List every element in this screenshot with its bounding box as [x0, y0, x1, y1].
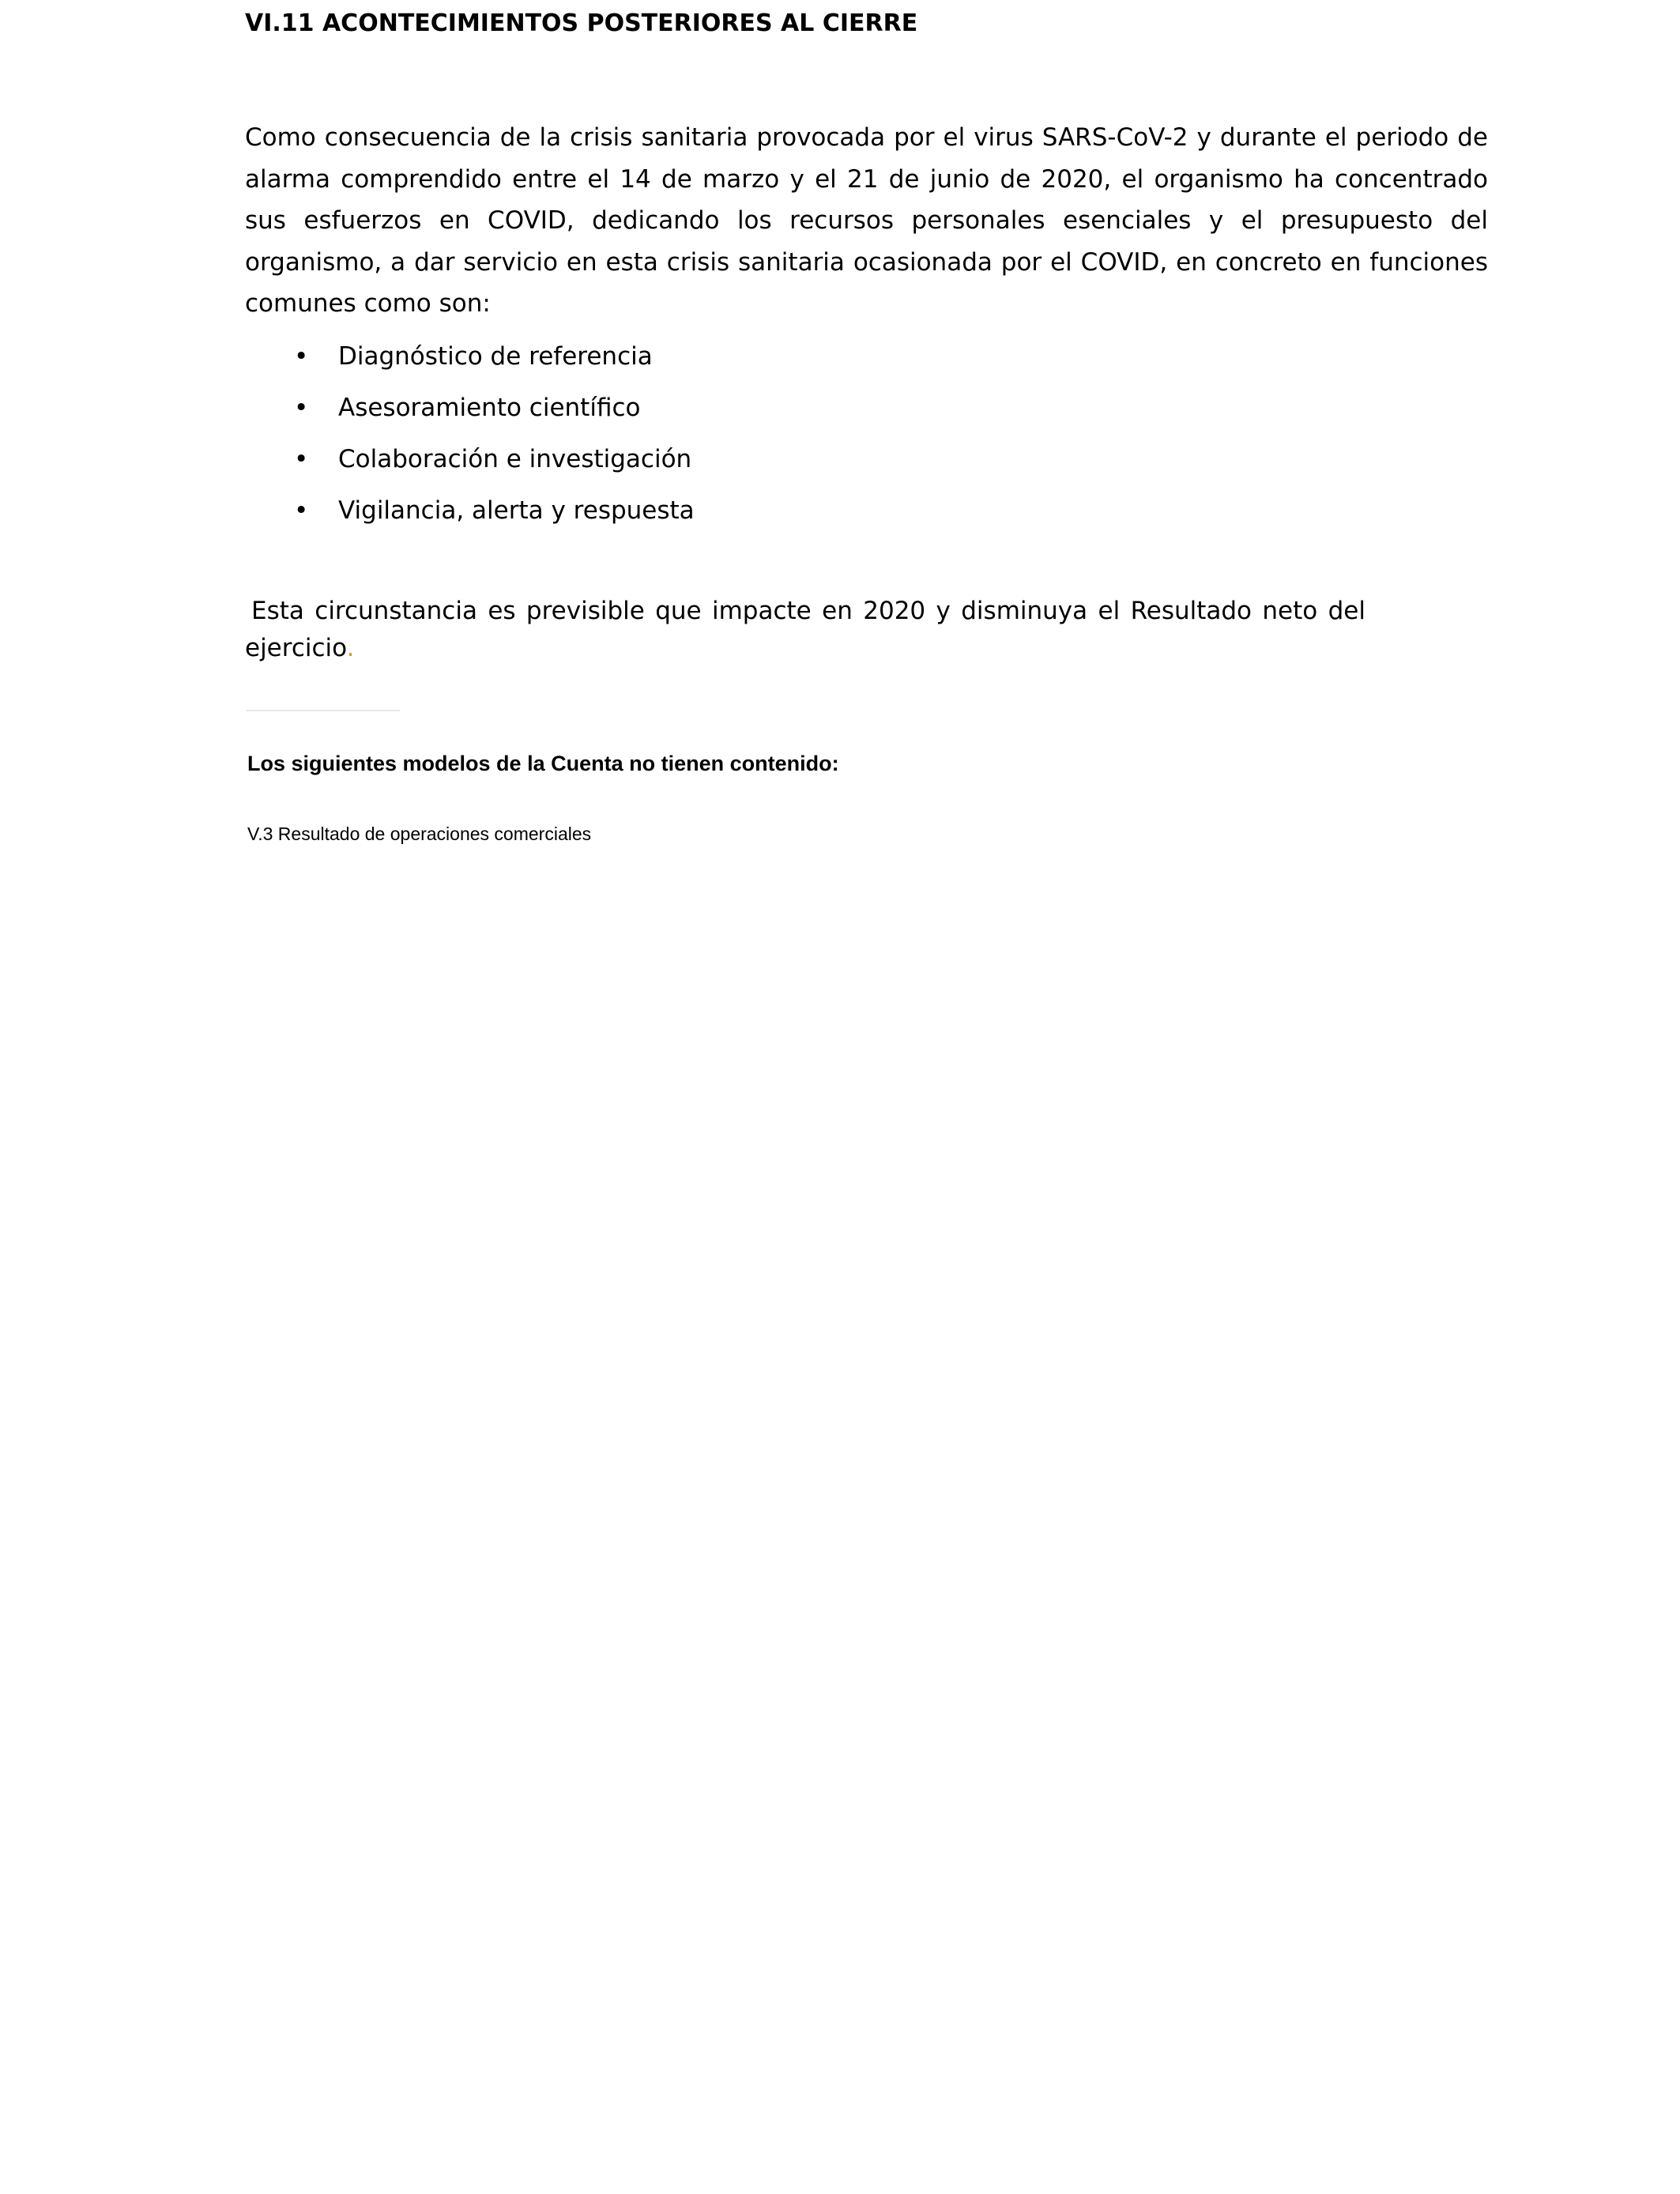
- list-item-text: Colaboración e investigación: [338, 445, 692, 473]
- list-item-text: Asesoramiento científico: [338, 394, 641, 422]
- bullet-icon: •: [294, 445, 309, 473]
- impact-paragraph-period: .: [346, 634, 355, 662]
- intro-paragraph: Como consecuencia de la crisis sanitaria provocada por el virus SARS-CoV-2 y durante el periodo de alarma comprendido entre el 14 de marzo y el 21 de junio de 2020, el organismo ha concentrado sus esfuerzos en COVID, dedicando los recursos personales esenciales y el presupuesto del organismo, a dar servicio en esta crisis sanitaria ocasionada por el COVID, en concreto en funciones comunes como son:: [245, 123, 1488, 318]
- functions-list: [245, 331, 695, 537]
- list-item-text: Diagnóstico de referencia: [338, 342, 653, 371]
- impact-paragraph-text: Esta circunstancia es previsible que impacte en 2020 y disminuya el Resultado neto del ejercicio: [245, 597, 1365, 662]
- models-title: Los siguientes modelos de la Cuenta no tienen contenido:: [247, 752, 839, 775]
- impact-paragraph: [245, 593, 1365, 667]
- bullet-icon: •: [294, 394, 309, 422]
- list-item: [245, 383, 695, 434]
- list-item-text: Vigilancia, alerta y respuesta: [338, 496, 695, 525]
- list-item: [245, 331, 695, 383]
- list-item: [245, 485, 695, 537]
- list-item: [245, 434, 695, 485]
- bullet-icon: •: [294, 496, 309, 525]
- models-item: V.3 Resultado de operaciones comerciales: [247, 824, 592, 844]
- section-divider: [247, 710, 400, 711]
- section-heading: VI.11 ACONTECIMIENTOS POSTERIORES AL CIERRE: [245, 9, 918, 37]
- bullet-icon: •: [294, 342, 309, 371]
